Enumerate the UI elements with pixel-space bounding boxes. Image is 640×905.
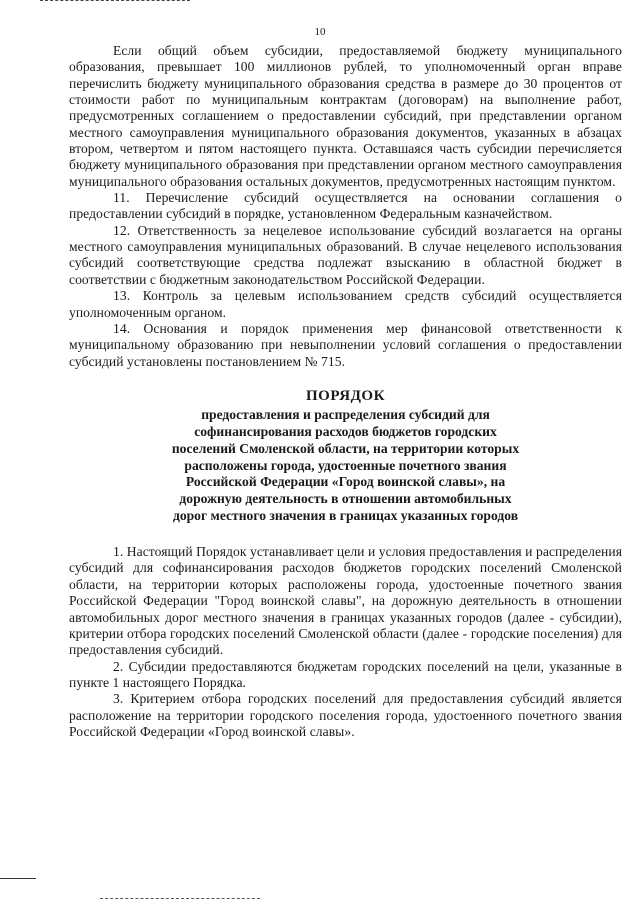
paragraph-order-3: 3. Критерием отбора городских поселений для предоставления субсидий является расположение на территории городского поселения города, удостоенного почетного звания Российской Федерации «Город воинской славы». (69, 691, 622, 739)
page-number: 10 (314, 26, 326, 38)
heading-title: ПОРЯДОК (306, 387, 385, 404)
scan-top-edge-mark (40, 0, 190, 4)
heading-line: поселений Смоленской области, на территории которых (171, 440, 520, 456)
document-body (69, 43, 622, 740)
paragraph-advance-payment: Если общий объем субсидии, предоставляемой бюджету муниципального образования, превышает 100 миллионов рублей, то уполномоченный орган вправе перечислить бюджету муниципального образования средства в размере до 30 процентов от стоимости работ по муниципальным контрактам (договорам) на выполнение работ, предусмотренных соглашением о предоставлении субсидий, при представлении органом местного самоуправления муниципального образования документов, указанных в абзацах втором, четвертом и пятом настоящего пункта. Оставшаяся часть субсидии перечисляется бюджету муниципального образования при представлении органом местного самоуправления муниципального образования остальных документов, предусмотренных настоящим пунктом. (69, 43, 622, 189)
heading-line: расположены города, удостоенные почетного звания (184, 457, 507, 473)
scan-bottom-edge-mark (100, 898, 260, 899)
paragraph-13: 13. Контроль за целевым использованием средств субсидий осуществляется уполномоченным органом. (69, 288, 622, 320)
paragraph-11: 11. Перечисление субсидий осуществляется на основании соглашения о предоставлении субсидий в порядке, установленном Федеральным казначейством. (69, 190, 622, 222)
heading-line: дорог местного значения в границах указанных городов (172, 508, 519, 524)
heading-line: софинансирования расходов бюджетов городских (194, 423, 497, 439)
heading-line: Российской Федерации «Город воинской славы», на (185, 474, 506, 490)
paragraph-order-2: 2. Субсидии предоставляются бюджетам городских поселений на цели, указанные в пункте 1 настоящего Порядка. (69, 658, 622, 690)
section-heading (69, 388, 622, 525)
footnote-separator (0, 878, 36, 879)
paragraph-12: 12. Ответственность за нецелевое использование субсидий возлагается на органы местного самоуправления муниципальных образований. В случае нецелевого использования субсидий соответствующие средства подлежат взысканию в областной бюджет в соответствии с бюджетным законодательством Российской Федерации. (69, 222, 622, 287)
heading-line: дорожную деятельность в отношении автомобильных (179, 491, 512, 507)
paragraph-order-1: 1. Настоящий Порядок устанавливает цели и условия предоставления и распределения субсидий для софинансирования расходов бюджетов городских поселений Смоленской области, на территории которых расположены города, удостоенные почетного звания Российской Федерации "Город воинской славы", на дорожную деятельность в отношении автомобильных дорог местного значения в границах указанных городов (далее - субсидии), критерии отбора городских поселений Смоленской области (далее - городские поселения) для предоставления субсидий. (69, 544, 622, 658)
paragraph-14: 14. Основания и порядок применения мер финансовой ответственности к муниципальному образованию при невыполнении условий соглашения о предоставлении субсидий установлены постановлением № 715. (69, 320, 622, 369)
heading-line: предоставления и распределения субсидий для (201, 406, 490, 422)
